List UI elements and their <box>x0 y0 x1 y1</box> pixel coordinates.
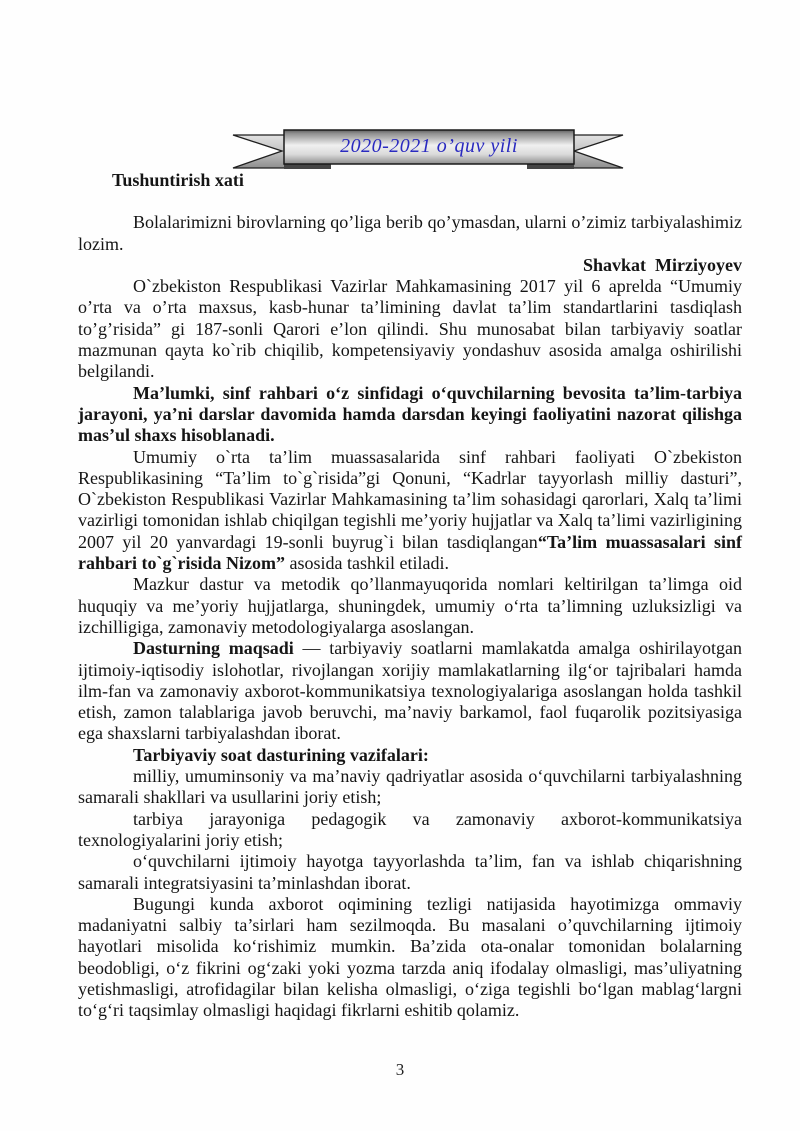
quote-author: Shavkat Mirziyoyev <box>583 254 742 275</box>
paragraph-maqsad <box>78 638 742 744</box>
paragraph-task-3: o‘quvchilarni ijtimoiy hayotga tayyorlashda ta’lim, fan va ishlab chiqarishning samarali integratsiyasini ta’minlashdan iborat. <box>78 851 742 893</box>
paragraph-umumiy-bold: “Ta’lim muassasalari sinf rahbari to`g`risida Nizom” <box>78 531 743 574</box>
paragraph-umumiy-tail: asosida tashkil etiladi. <box>284 553 449 574</box>
document-body <box>78 170 742 1022</box>
paragraph-bugungi: Bugungi kunda axborot oqimining tezligi natijasida hayotimizga ommaviy madaniyatni salbiy ta’sirlari ham sezilmoqda. Bu masalani o’quvchilarning ijtimoiy hayotlari misolida ko‘rishimiz mumkin. Ba’zida ota-onalar tomonidan bolalarning beodobligi, o‘z fikrini og‘zaki yoki yozma tarzda aniq ifodalay olmasligi, mas’uliyatning yetishmasligi, atrofidagilar bilan kelisha olmasligi, o‘ziga tegishli bo‘lgan mablag‘largni to‘g‘ri taqsimlay olmasligi haqidagi fikrlarni eshitib qolamiz. <box>78 893 742 1021</box>
quote-paragraph: Bolalarimizni birovlarning qo’liga berib qo’ymasdan, ularni o’zimiz tarbiyalashimiz lozim. <box>78 212 742 254</box>
ribbon-left-tail <box>233 135 290 168</box>
paragraph-umumiy-text: Umumiy o`rta ta’lim muassasalarida sinf rahbari faoliyati O`zbekiston Respublikasining “Ta’lim to`g`risida”gi Qonuni, “Kadrlar tayyorlash milliy dasturi”, O`zbekiston Respublikasi Vazirlar Mahkamasining ta’lim sohasidagi qarorlari, Xalq ta’limi vazirligi tomonidan ishlab chiqilgan tegishli me’yoriy hujjatlar va Xalq ta’limi vazirligining 2007 yil 20 yanvardagi 19-sonli buyrug`i bilan tasdiqlangan <box>78 446 742 552</box>
paragraph-umumiy <box>78 447 742 575</box>
paragraph-maqsad-rest: — tarbiyaviy soatlarni mamlakatda amalga oshirilayotgan ijtimoiy-iqtisodiy islohotlar, rivojlangan xorijiy mamlakatlarning ilg‘or tajribalari hamda ilm-fan va zamonaviy axborot-kommunikatsiya texnologiyalariga asoslangan holda tashkil etish, zamon talablariga javob beruvchi, ma’naviy barkamol, faol fuqarolik pozitsiyasiga ega shaxslarni tarbiyalashdan iborat. <box>78 638 743 744</box>
paragraph-maqsad-bold: Dasturning maqsadi <box>133 638 294 659</box>
paragraph-decree: O`zbekiston Respublikasi Vazirlar Mahkamasining 2017 yil 6 aprelda “Umumiy o’rta va o’rta maxsus, kasb-hunar ta’limining davlat ta’lim standartlarini tasdiqlash to’g’risida” gi 187-sonli Qarori e’lon qilindi. Shu munosabat bilan tarbiyaviy soatlar mazmunan qayta ko`rib chiqilib, kompetensiyaviy yondashuv asosida amalga oshirilishi belgilandi. <box>78 276 742 382</box>
paragraph-mazkur: Mazkur dastur va metodik qo’llanmayuqorida nomlari keltirilgan ta’limga oid huquqiy va me’yoriy hujjatlarga, shuningdek, umumiy o‘rta ta’limning uzluksizligi va izchilligiga, zamonaviy metodologiyalarga asoslangan. <box>78 574 742 637</box>
banner-label: 2020-2021 o’quv yili <box>340 135 518 157</box>
paragraph-task-1: milliy, umuminsoniy va ma’naviy qadriyatlar asosida o‘quvchilarni tarbiyalashning samarali shakllari va usullarini joriy etish; <box>78 766 742 808</box>
paragraph-vazifalar-heading: Tarbiyaviy soat dasturining vazifalari: <box>133 744 429 765</box>
paragraph-task-2: tarbiya jarayoniga pedagogik va zamonaviy axborot-kommunikatsiya texnologiyalarini joriy etish; <box>78 808 742 850</box>
page-number: 3 <box>395 1060 405 1079</box>
paragraph-malumki: Ma’lumki, sinf rahbari o‘z sinfidagi o‘quvchilarning bevosita ta’lim-tarbiya jarayoni, ya’ni darslar davomida hamda darsdan keyingi faoliyatini nazorat qilishga mas’ul shaxs hisoblanadi. <box>78 382 742 446</box>
section-heading: Tushuntirish xati <box>112 170 244 190</box>
